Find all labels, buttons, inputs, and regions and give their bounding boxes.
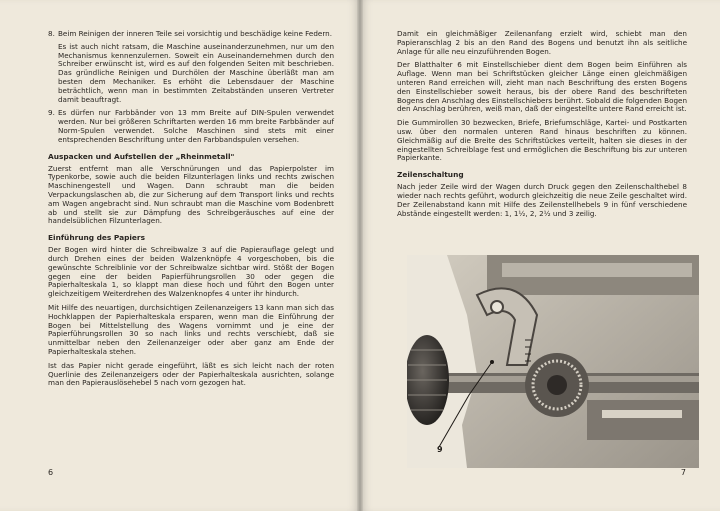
- right-text-column: [397, 30, 687, 223]
- paragraph: Zuerst entfernt man alle Verschnürungen und das Papierpolster im Typenkorbe, sowie auch die beiden Filzunterlagen links und rechts zwischen Maschinengestell und Wagen. Dann schraubt man die beiden Verpackungslaschen ab, die zur Sicherung auf dem Transport links und rechts am Wagen angebracht sind. Nun schraubt man die Maschine vom Bodenbrett ab und stellt sie zur Dämpfung des Schreibgeräusches auf eine der handelsüblichen Filzunterlagen.: [48, 163, 334, 226]
- carriage-rail: [502, 263, 692, 277]
- lower-frame: [587, 400, 699, 440]
- section-heading: Auspacken und Aufstellen der „Rheinmetall": [48, 151, 235, 161]
- scale-strip: [602, 410, 682, 418]
- paragraph: Damit ein gleichmäßiger Zeilenanfang erzielt wird, schiebt man den Papieranschlag 2 bis an den Rand des Bogens und benutzt ihn als seitliche Anlage für alle neu einzuführenden Bogen.: [397, 29, 687, 56]
- section-heading: Zeilenschaltung: [397, 170, 464, 180]
- item-number: 9.: [48, 108, 55, 118]
- section-heading: Einführung des Papiers: [48, 233, 145, 243]
- left-text-column: [48, 30, 334, 393]
- page-number: 6: [48, 468, 54, 477]
- gear-hub: [547, 375, 567, 395]
- paragraph: Der Blatthalter 6 mit Einstellschieber dient dem Bogen beim Einführen als Auflage. Wenn man bei Schriftstücken gleicher Länge einen gleichmäßigen unteren Rand erreichen will, zieht man nach Beschriftung des ersten Bogens den Einstellschieber soweit heraus, bis der obere Rand des beschrifteten Bogens den Anschlag des Einstellschiebers berührt. Sobald die folgenden Bogen den Anschlag berühren, weiß man, daß der eingestellte untere Rand erreicht ist.: [397, 60, 688, 114]
- page-number: 7: [680, 468, 686, 477]
- paragraph: Die Gummirollen 30 bezwecken, Briefe, Briefumschläge, Kartei- und Postkarten usw. über den normalen unteren Rand hinaus beschriften zu können. Gleichmäßig auf die Breite des Schriftstückes verteilt, halten sie dieses in der eingestellten Schreiblage fest und ermöglichen die Beschriftung bis zur unteren Papierkante.: [397, 118, 687, 163]
- figure-callout-label: 9: [437, 445, 443, 454]
- item-text: Es dürfen nur Farbbänder von 13 mm Breite auf DIN-Spulen verwendet werden. Nur bei größeren Schriftarten werden 16 mm breite Farbbänder auf Norm-Spulen verwendet. Solche Maschinen sind stets mit einer entsprechenden Beschriftung unter den Farbbandspulen versehen.: [58, 108, 334, 144]
- paragraph: Nach jeder Zeile wird der Wagen durch Druck gegen den Zeilenschalthebel 8 wieder nach rechts geführt, wodurch gleichzeitig die neue Zeile geschaltet wird. Der Zeilenabstand kann mit Hilfe des Zeilenstellhebels 9 in fünf verschiedene Abstände eingestellt werden: 1, 1½, 2, 2½ und 3 zeilig.: [397, 182, 687, 218]
- item-8-subparagraph: Es ist auch nicht ratsam, die Maschine auseinanderzunehmen, nur um den Mechanismus kennenzulernen. Soweit ein Auseinandernehmen durch den Schreiber erwünscht ist, wird es auf den folgenden Seiten mit beschrieben. Das gründliche Reinigen und Durchölen der Maschine überläßt man am besten dem Mechaniker. Es erhöht die Lebensdauer der Maschine beträchtlich, wenn man in bestimmten Zeitabständen unseren Vertreter damit beauftragt.: [58, 41, 334, 104]
- item-text: Beim Reinigen der inneren Teile sei vorsichtig und beschädige keine Federn.: [58, 29, 332, 38]
- paragraph: Der Bogen wird hinter die Schreibwalze 3 auf die Papierauflage gelegt und durch Drehen eines der beiden Walzenknöpfe 4 vorgeschoben, bis die gewünschte Schreiblinie vor der Schreibwalze sichtbar wird. Stößt der Bogen gegen eine der beiden Papierführungsrollen 30 oder gegen die Papierhalteskala 1, so klappt man diese hoch und führt den Bogen unter gleichzeitigem Weiterdrehen des Walzenknopfes 4 unter ihr hindurch.: [48, 245, 334, 299]
- list-item-9: [48, 109, 334, 144]
- paragraph: Mit Hilfe des neuartigen, durchsichtigen Zeilenanzeigers 13 kann man sich das Hochklappen der Papierhalteskala ersparen, wenn man die Einführung der Bogen bei Mittelstellung des Wagens vornimmt und je eine der Papierführungsrollen 30 so nach links und rechts verschiebt, daß sie unmittelbar neben den Zeilenanzeiger oder aber ganz am Ende der Papierhalteskala stehen.: [48, 302, 334, 356]
- callout-dot: [490, 360, 494, 364]
- book-gutter: [357, 0, 363, 511]
- item-number: 8.: [48, 29, 55, 38]
- typewriter-photo: [407, 255, 699, 468]
- paragraph: Ist das Papier nicht gerade eingeführt, läßt es sich leicht nach der roten Querlinie des Zeilenanzeigers oder der Papierhalteskala ausrichten, solange man den Papierauslösehebel 5 nach vorn gezogen hat.: [48, 360, 334, 388]
- list-item-8: [48, 30, 334, 39]
- lever-pivot: [491, 301, 503, 313]
- typewriter-illustration: [407, 255, 699, 468]
